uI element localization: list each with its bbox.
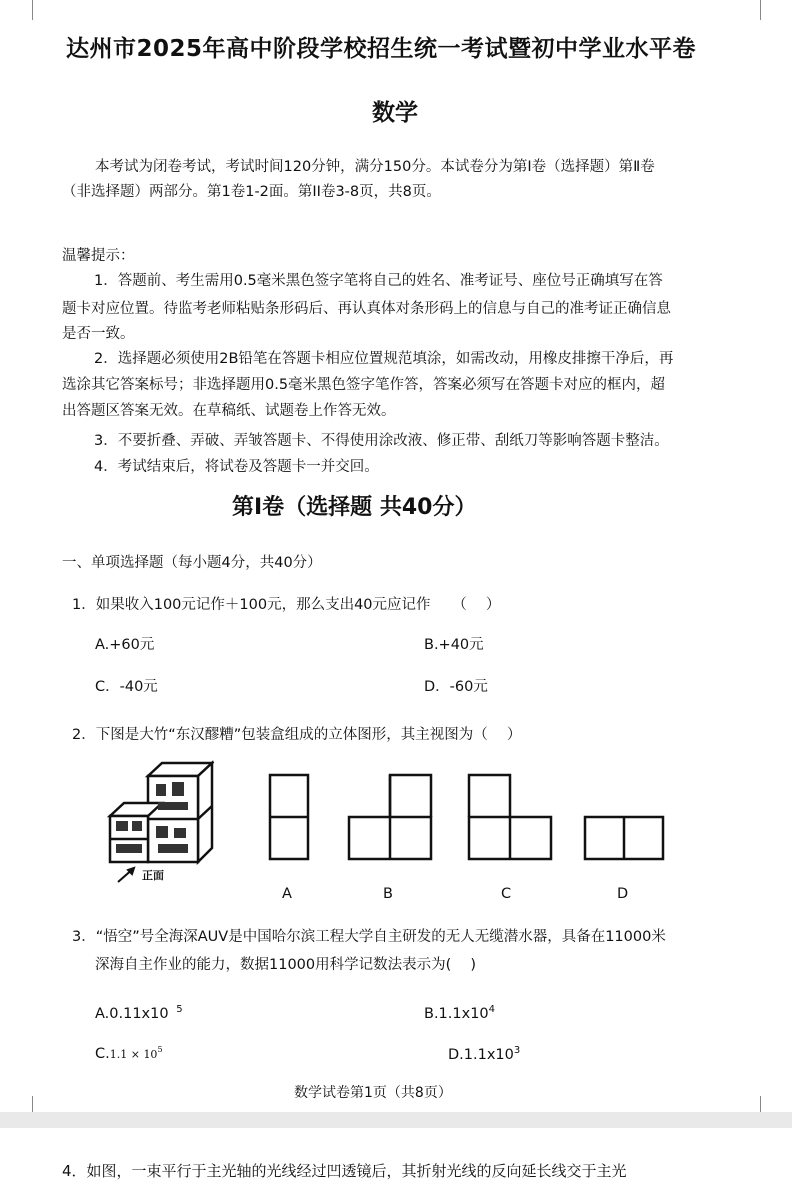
view-option-b <box>346 772 434 862</box>
q3-option-a-exponent: 5 <box>176 1004 183 1015</box>
view-option-a <box>266 772 312 862</box>
package-box-solid-figure <box>104 758 214 883</box>
q3-option-a <box>95 1004 183 1022</box>
view-label-d: D <box>617 886 629 902</box>
view-label-a: A <box>282 886 292 902</box>
q3-option-a-text: A.0.11x10 <box>95 1005 169 1022</box>
intro-line-2: （非选择题）两部分。第1卷1-2面。第II卷3-8页，共8页。 <box>62 184 441 200</box>
q3-option-d-exponent: 3 <box>513 1045 521 1056</box>
q3-option-b <box>424 1004 495 1022</box>
question-3-stem-line-2: 深海自主作业的能力，数据11000用科学记数法表示为( ) <box>95 957 477 973</box>
q3-option-b-exponent: 4 <box>488 1004 496 1015</box>
notice-line: 题卡对应位置。待监考老师粘贴条形码后、再认真体对条形码上的信息与自己的准考证正确信息 <box>62 301 671 317</box>
q3-option-d-text: D.1.1x10 <box>448 1046 514 1063</box>
view-option-c <box>466 772 554 862</box>
q3-option-c-exponent: 5 <box>157 1045 163 1054</box>
q3-option-d <box>448 1045 520 1063</box>
q3-option-c <box>95 1045 163 1062</box>
crop-mark-top-right <box>760 0 761 20</box>
solid-front-label: 正面 <box>142 870 164 882</box>
notice-line: 4．考试结束后，将试卷及答题卡一并交回。 <box>94 459 379 475</box>
notice-line: 1．答题前、考生需用0.5毫米黑色签字笔将自己的姓名、准考证号、座位号正确填写在答 <box>94 273 663 289</box>
notice-line: 出答题区答案无效。在草稿纸、试题卷上作答无效。 <box>62 403 396 419</box>
view-label-b: B <box>383 886 393 902</box>
q1-option-a: A.+60元 <box>95 637 155 653</box>
view-option-d <box>582 814 666 862</box>
question-1-stem: 1．如果收入100元记作＋100元，那么支出40元应记作 （ ） <box>72 597 501 613</box>
notice-heading: 温馨提示： <box>62 248 135 264</box>
notice-line: 3．不要折叠、弄破、弄皱答题卡、不得使用涂改液、修正带、刮纸刀等影响答题卡整洁。 <box>94 433 669 449</box>
q1-option-d: D．-60元 <box>424 679 488 695</box>
page-footer: 数学试卷第1页（共8页） <box>294 1085 452 1101</box>
question-4-stem-preview: 4．如图，一束平行于主光轴的光线经过凹透镜后，其折射光线的反向延长线交于主光 <box>62 1162 627 1180</box>
exam-page-2 <box>0 1128 792 1188</box>
exam-title: 达州市2025年高中阶段学校招生统一考试暨初中学业水平卷 <box>66 36 697 62</box>
part-heading: 一、单项选择题（每小题4分，共40分） <box>62 555 322 571</box>
view-label-c: C <box>501 886 512 902</box>
notice-line: 选涂其它答案标号；非选择题用0.5毫米黑色签字笔作答，答案必须写在答题卡对应的框内，超 <box>62 377 666 393</box>
intro-line-1: 本考试为闭卷考试，考试时间120分钟，满分150分。本试卷分为第Ⅰ卷（选择题）第Ⅱ卷 <box>95 159 655 175</box>
q3-option-b-text: B.1.1x10 <box>424 1005 489 1022</box>
q1-option-c: C．-40元 <box>95 679 158 695</box>
crop-mark-bottom-left <box>32 1096 33 1112</box>
crop-mark-bottom-right <box>760 1096 761 1112</box>
q3-option-c-text: C. <box>95 1045 110 1062</box>
question-2-stem: 2．下图是大竹“东汉醪糟”包装盒组成的立体图形，其主视图为（ ） <box>72 727 522 743</box>
notice-line: 是否一致。 <box>62 326 135 342</box>
q1-option-b: B.+40元 <box>424 637 484 653</box>
question-3-stem-line-1: 3．“悟空”号全海深AUV是中国哈尔滨工程大学自主研发的无人无缆潜水器，具备在11000米 <box>72 929 666 945</box>
crop-mark-top-left <box>32 0 33 20</box>
section-title: 第Ⅰ卷（选择题 共40分） <box>232 495 477 520</box>
q3-option-c-math: 1.1 × 10 <box>109 1047 158 1061</box>
notice-line: 2．选择题必须使用2B铅笔在答题卡相应位置规范填涂，如需改动，用橡皮排擦干净后，再 <box>94 351 674 367</box>
subject-title: 数学 <box>372 100 418 126</box>
